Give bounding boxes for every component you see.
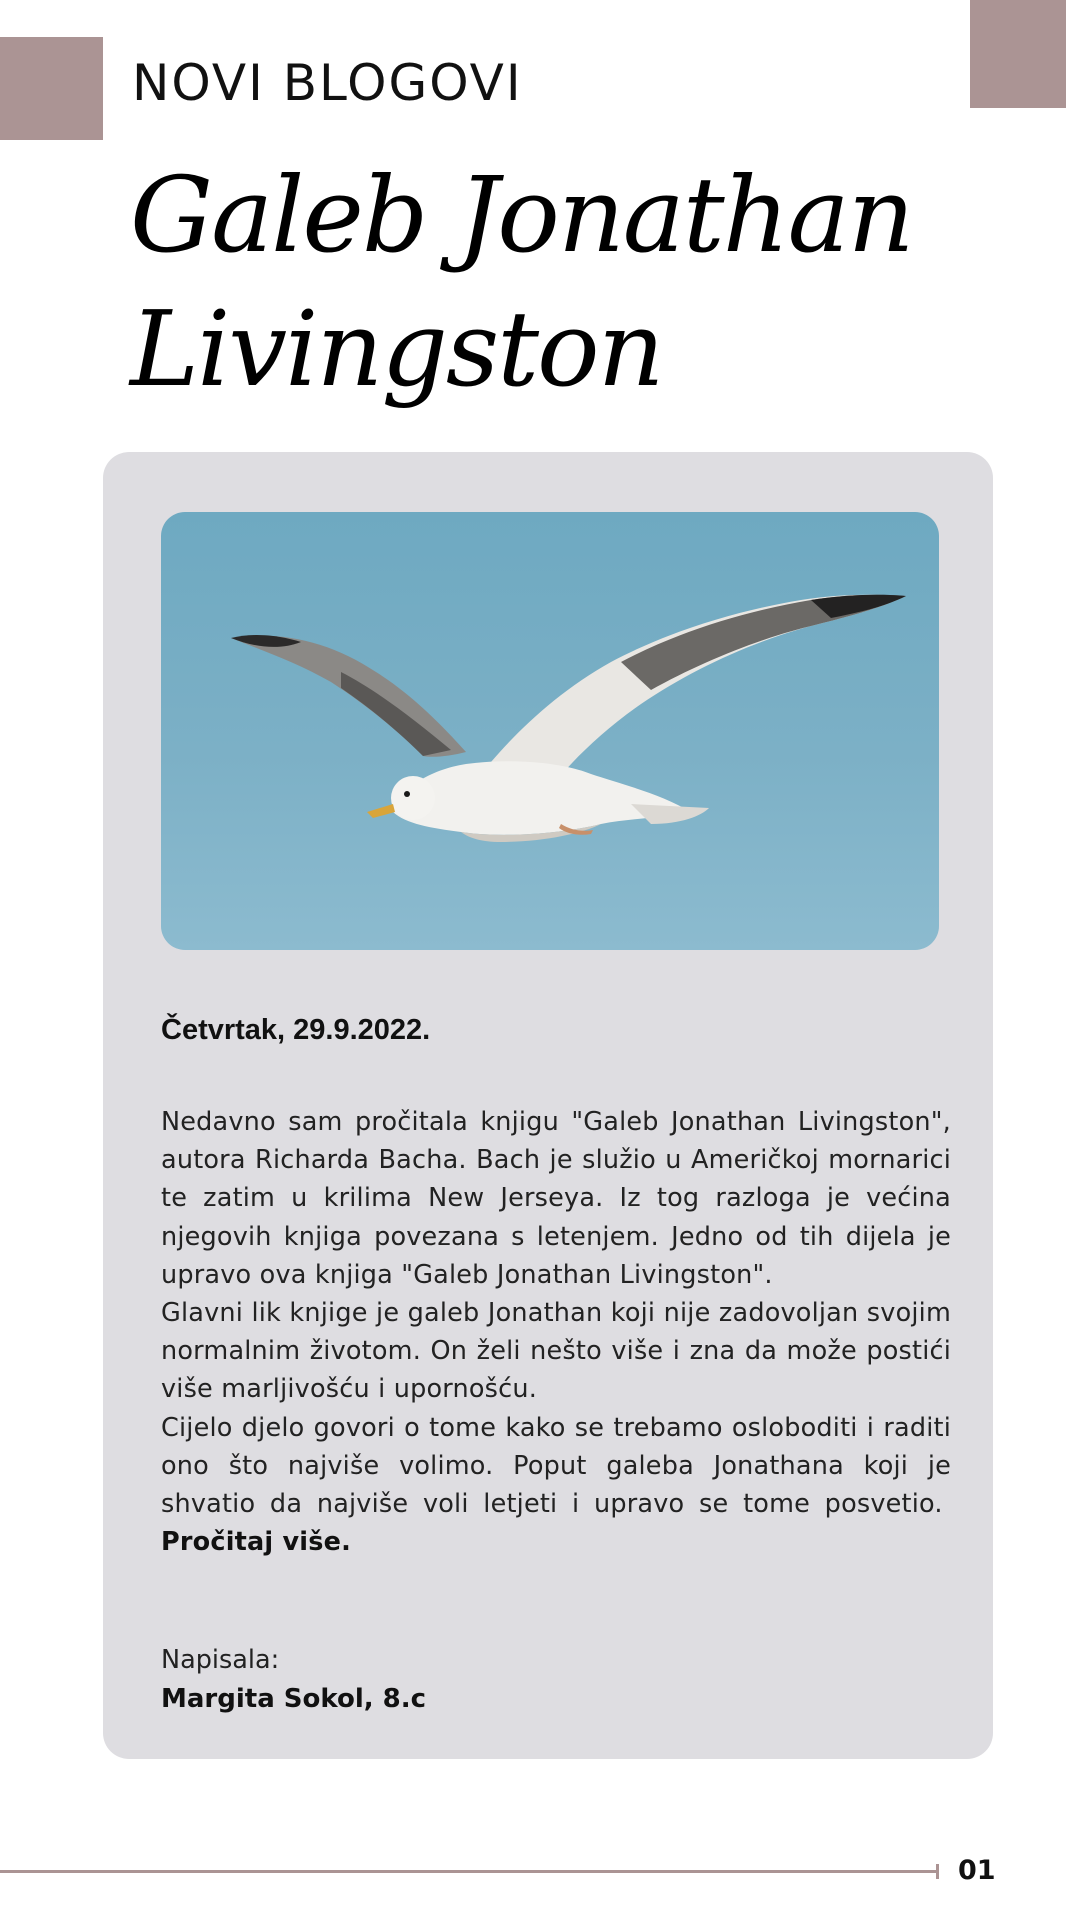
post-paragraph-3-text: Cijelo djelo govori o tome kako se trebamo osloboditi i raditi ono što najviše volimo. Poput galeba Jonathana koji je shvatio da najviše voli letjeti i upravo se tome posvetio. <box>161 1412 951 1520</box>
post-date: Četvrtak, 29.9.2022. <box>161 1014 431 1046</box>
footer-divider-tick <box>936 1864 939 1879</box>
post-paragraph-2: Glavni lik knjige je galeb Jonathan koji nije zadovoljan svojim normalnim životom. On želi nešto više i zna da može postići više marljivošću i upornošću. <box>161 1298 951 1405</box>
page-title: Galeb Jonathan Livingston <box>130 154 913 410</box>
post-body <box>161 1103 951 1561</box>
seagull-icon <box>161 512 939 950</box>
decorative-square-right <box>970 0 1066 108</box>
read-more-link[interactable]: Pročitaj više. <box>161 1527 351 1558</box>
footer-divider <box>0 1870 938 1873</box>
seagull-photo <box>161 512 939 950</box>
post-paragraph-3 <box>161 1409 951 1562</box>
post-paragraph-1: Nedavno sam pročitala knjigu "Galeb Jonathan Livingston", autora Richarda Bacha. Bach je služio u Američkoj mornarici te zatim u krilima New Jerseya. Iz tog razloga je većina njegovih knjiga povezana s letenjem. Jedno od tih dijela je upravo ova knjiga "Galeb Jonathan Livingston". <box>161 1107 951 1290</box>
author-name: Margita Sokol, 8.c <box>161 1684 427 1714</box>
page-number: 01 <box>958 1855 996 1886</box>
author-label: Napisala: <box>161 1645 280 1675</box>
decorative-square-left <box>0 37 103 140</box>
section-kicker: NOVI BLOGOVI <box>132 54 523 112</box>
